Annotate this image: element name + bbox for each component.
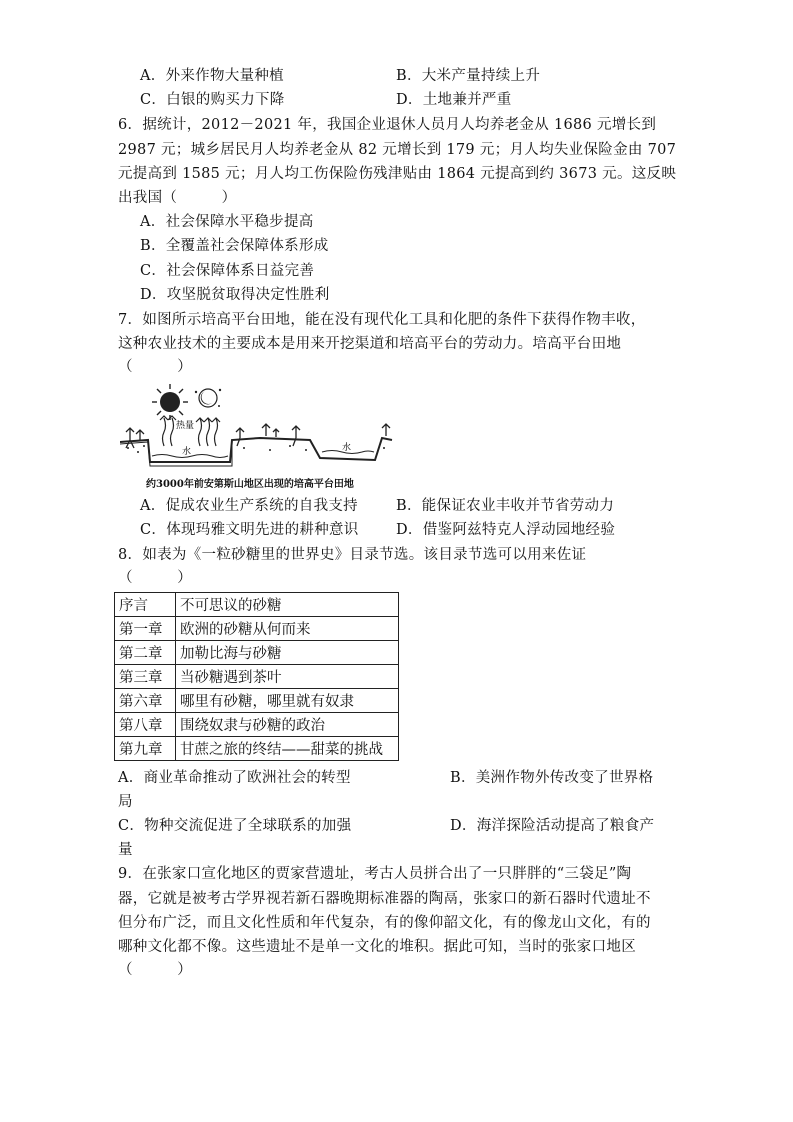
q8-option-a: A．商业革命推动了欧洲社会的转型 — [118, 770, 351, 786]
q6-option-d: D．攻坚脱贫取得决定性胜利 — [140, 287, 330, 303]
q8-stem-line-1: 8．如表为《一粒砂糖里的世界史》目录节选。该目录节选可以用来佐证 — [118, 547, 587, 563]
chapter-number-cell: 第八章 — [115, 713, 176, 737]
q8-option-d-line-2: 量 — [118, 842, 133, 858]
q5-option-d: D．土地兼并严重 — [396, 92, 512, 108]
table-row — [115, 617, 399, 641]
chapter-number-cell: 第三章 — [115, 665, 176, 689]
water-label-1: 水 — [182, 447, 192, 457]
table-row — [115, 593, 399, 617]
q9-stem-line-5: （ ） — [118, 962, 192, 978]
chapter-number-cell: 第六章 — [115, 689, 176, 713]
moon-icon — [195, 389, 221, 407]
heat-label: 热量 — [176, 421, 195, 431]
q8-option-b-line-2: 局 — [118, 794, 133, 810]
chapter-number-cell: 第九章 — [115, 737, 176, 761]
table-row — [115, 737, 399, 761]
q8-option-b-line-1: B．美洲作物外传改变了世界格 — [450, 770, 654, 786]
table-row — [115, 641, 399, 665]
table-row — [115, 665, 399, 689]
chapter-number-cell: 第二章 — [115, 641, 176, 665]
q9-stem-line-4: 哪种文化都不像。这些遗址不是单一文化的堆积。据此可知，当时的张家口地区 — [118, 939, 636, 955]
figure-caption: 约3000年前安第斯山地区出现的培高平台田地 — [146, 479, 354, 490]
chapter-title-cell: 不可思议的砂糖 — [176, 593, 399, 617]
sun-icon — [152, 384, 188, 420]
q8-stem-line-2: （ ） — [118, 570, 192, 586]
q6-option-c: C．社会保障体系日益完善 — [140, 263, 315, 279]
q7-option-b: B．能保证农业丰收并节省劳动力 — [396, 498, 615, 514]
chapter-number-cell: 第一章 — [115, 617, 176, 641]
q7-stem-line-2: 这种农业技术的主要成本是用来开挖渠道和培高平台的劳动力。培高平台田地 — [118, 336, 622, 352]
q5-option-c: C．白银的购买力下降 — [140, 92, 285, 108]
table-row — [115, 713, 399, 737]
chapter-title-cell: 哪里有砂糖，哪里就有奴隶 — [176, 689, 399, 713]
q5-option-b: B．大米产量持续上升 — [396, 68, 541, 84]
q8-option-d-line-1: D．海洋探险活动提高了粮食产 — [450, 818, 655, 834]
q7-option-a: A．促成农业生产系统的自我支持 — [140, 498, 358, 514]
q8-option-c: C．物种交流促进了全球联系的加强 — [118, 818, 352, 834]
table-row — [115, 689, 399, 713]
q6-option-b: B．全覆盖社会保障体系形成 — [140, 238, 329, 254]
chapter-number-cell: 序言 — [115, 593, 176, 617]
q7-option-d: D．借鉴阿兹特克人浮动园地经验 — [396, 522, 616, 538]
q9-stem-line-2: 器，它就是被考古学界视若新石器晚期标准器的陶鬲，张家口的新石器时代遗址不 — [118, 891, 651, 907]
q9-stem-line-3: 但分布广泛，而且文化性质和年代复杂，有的像仰韶文化，有的像龙山文化，有的 — [118, 915, 651, 931]
q6-stem-line-4: 出我国（ ） — [118, 190, 237, 206]
q6-option-a: A．社会保障水平稳步提高 — [140, 214, 314, 230]
q7-stem-line-3: （ ） — [118, 359, 192, 375]
q9-stem-line-1: 9．在张家口宣化地区的贾家营遗址，考古人员拼合出了一只胖胖的“三袋足”陶 — [118, 866, 632, 882]
chapter-title-cell: 欧洲的砂糖从何而来 — [176, 617, 399, 641]
chapter-title-cell: 当砂糖遇到茶叶 — [176, 665, 399, 689]
chapter-title-cell: 甘蔗之旅的终结——甜菜的挑战 — [176, 737, 399, 761]
q6-stem-line-3: 元提高到 1585 元；月人均工伤保险伤残津贴由 1864 元提高到约 3673 元。这反映 — [118, 166, 677, 182]
q7-option-c: C．体现玛雅文明先进的耕种意识 — [140, 522, 359, 538]
q5-option-a: A．外来作物大量种植 — [140, 68, 284, 84]
q7-stem-line-1: 7．如图所示培高平台田地，能在没有现代化工具和化肥的条件下获得作物丰收， — [118, 312, 646, 328]
water-label-2: 水 — [342, 443, 352, 453]
q6-stem-line-2: 2987 元；城乡居民月人均养老金从 82 元增长到 179 元；月人均失业保险金由 707 — [118, 142, 677, 158]
q6-stem-line-1: 6．据统计，2012－2021 年，我国企业退休人员月人均养老金从 1686 元增长到 — [118, 117, 657, 133]
chapter-title-cell: 围绕奴隶与砂糖的政治 — [176, 713, 399, 737]
chapter-title-cell: 加勒比海与砂糖 — [176, 641, 399, 665]
contents-table — [114, 592, 399, 761]
